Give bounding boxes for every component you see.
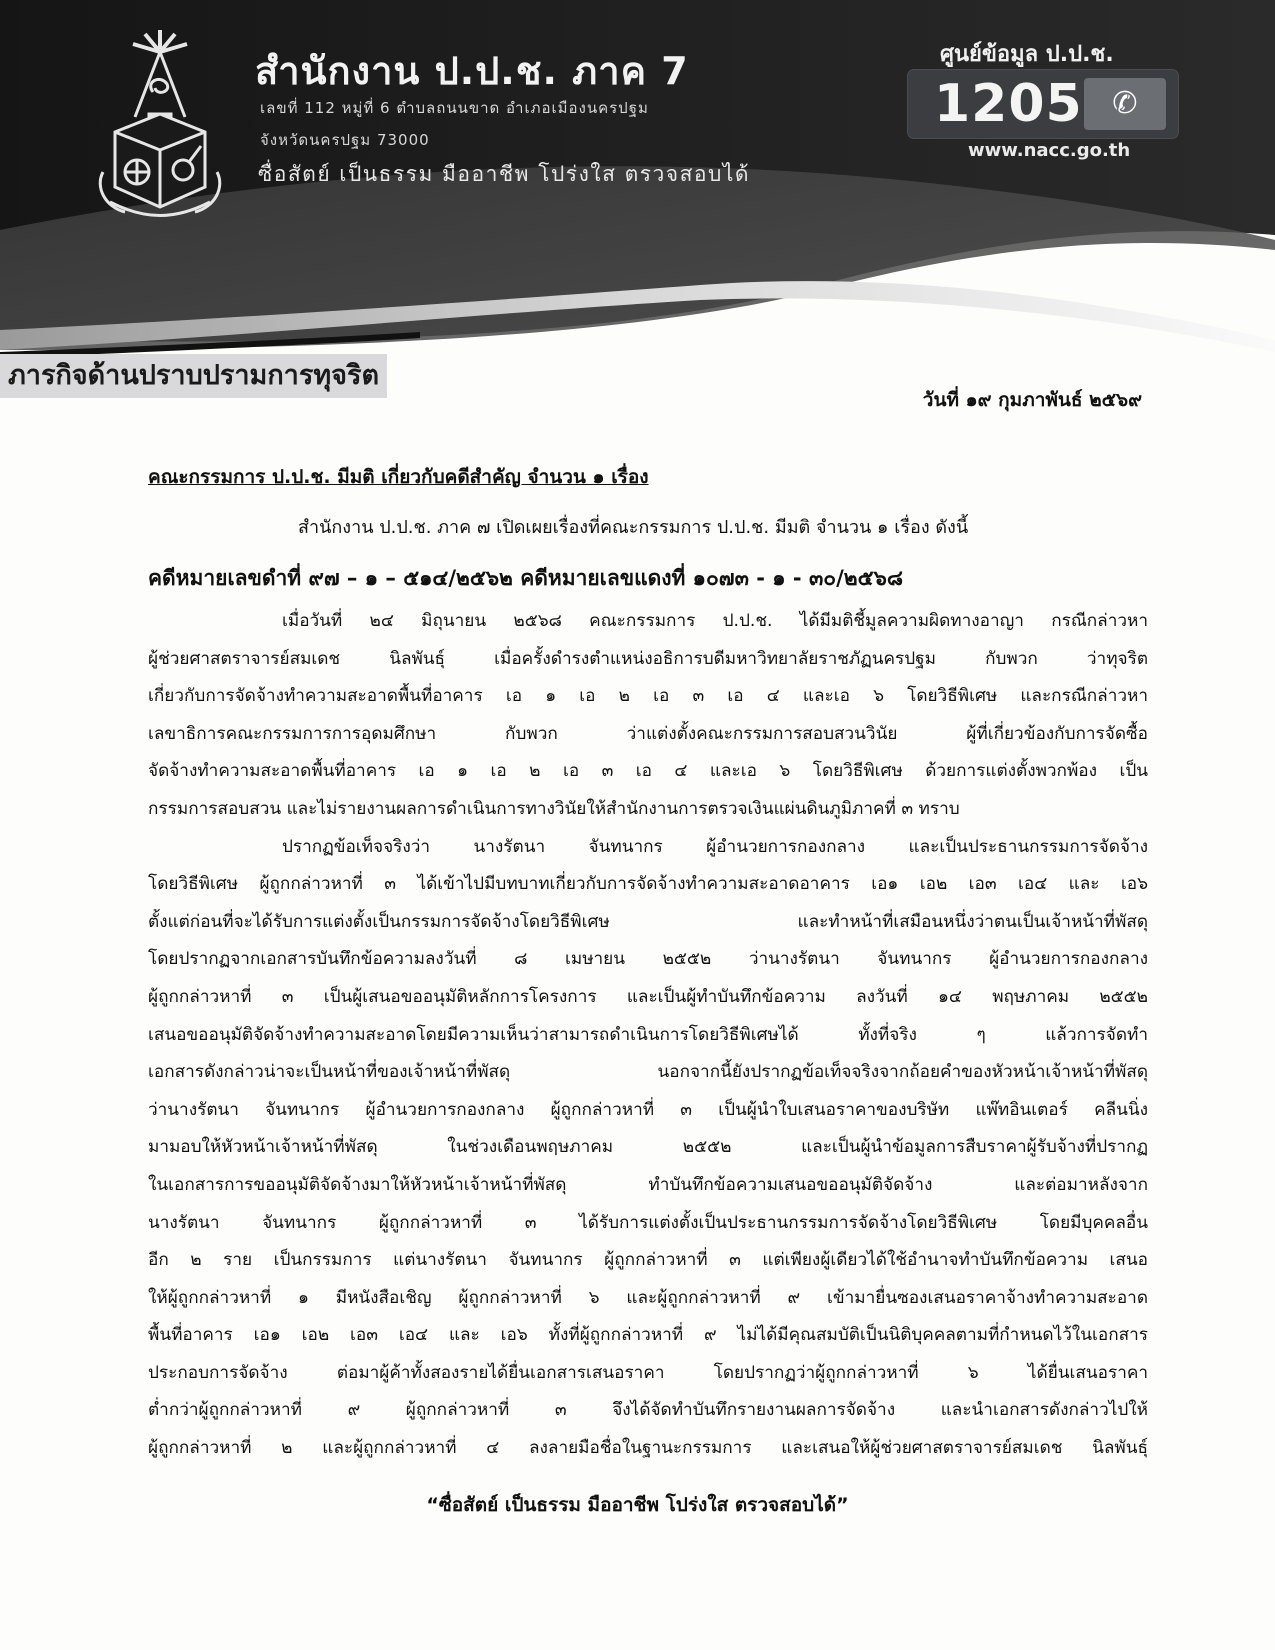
intro-paragraph: สำนักงาน ป.ป.ช. ภาค ๗ เปิดเผยเรื่องที่คณะกรรมการ ป.ป.ช. มีมติ จำนวน ๑ เรื่อง ดังนี้ xyxy=(298,517,969,538)
body-line: ผู้ช่วยศาสตราจารย์สมเดช นิลพันธุ์ เมื่อครั้งดำรงตำแหน่งอธิการบดีมหาวิทยาลัยราชภัฏนครปฐม กับพวก ว่าทุจริต xyxy=(148,648,1148,669)
hotline-number: 1205 xyxy=(934,74,1083,134)
body-line: เกี่ยวกับการจัดจ้างทำความสะอาดพื้นที่อาคาร เอ ๑ เอ ๒ เอ ๓ เอ ๔ และเอ ๖ โดยวิธีพิเศษ และกรณีกล่าวหา xyxy=(148,686,1148,707)
phone-icon: ✆ xyxy=(1084,78,1166,130)
body-line: ผู้ถูกกล่าวหาที่ ๒ และผู้ถูกกล่าวหาที่ ๔ ลงลายมือชื่อในฐานะกรรมการ และเสนอให้ผู้ช่วยศาสตราจารย์สมเดช นิลพันธุ์ xyxy=(148,1438,1148,1459)
nacc-emblem-logo xyxy=(85,22,235,222)
body-line: เสนอขออนุมัติจัดจ้างทำความสะอาดโดยมีความเห็นว่าสามารถดำเนินการโดยวิธีพิเศษได้ ทั้งที่จริง ๆ แล้วการจัดทำ xyxy=(148,1024,1148,1045)
mission-banner: ภารกิจด้านปราบปรามการทุจริต xyxy=(0,354,387,398)
body-line: ว่านางรัตนา จันทนากร ผู้อำนวยการกองกลาง ผู้ถูกกล่าวหาที่ ๓ เป็นผู้นำใบเสนอราคาของบริษัท แพ๊ทอินเตอร์ คลีนนิ่ง xyxy=(148,1099,1148,1120)
body-line: ปรากฏข้อเท็จจริงว่า นางรัตนา จันทนากร ผู้อำนวยการกองกลาง และเป็นประธานกรรมการจัดจ้าง xyxy=(282,836,1148,857)
footer-motto: “ซื่อสัตย์ เป็นธรรม มืออาชีพ โปร่งใส ตรวจสอบได้” xyxy=(426,1494,849,1516)
body-line: กรรมการสอบสวน และไม่รายงานผลการดำเนินการทางวินัยให้สำนักงานการตรวจเงินแผ่นดินภูมิภาคที่ ๓ ทราบ xyxy=(148,798,960,819)
body-line: เมื่อวันที่ ๒๔ มิถุนายน ๒๕๖๘ คณะกรรมการ ป.ป.ช. ได้มีมติชี้มูลความผิดทางอาญา กรณีกล่าวหา xyxy=(282,611,1148,631)
document-date: วันที่ ๑๙ กุมภาพันธ์ ๒๕๖๙ xyxy=(922,389,1142,411)
body-line: ประกอบการจัดจ้าง ต่อมาผู้ค้าทั้งสองรายได้ยื่นเอกสารเสนอราคา โดยปรากฏว่าผู้ถูกกล่าวหาที่ ๖ ได้ยื่นเสนอราคา xyxy=(148,1362,1148,1383)
body-line: ต่ำกว่าผู้ถูกกล่าวหาที่ ๙ ผู้ถูกกล่าวหาที่ ๓ จึงได้จัดทำบันทึกรายงานผลการจัดจ้าง และนำเอกสารดังกล่าวไปให้ xyxy=(148,1400,1148,1421)
body-line: มามอบให้หัวหน้าเจ้าหน้าที่พัสดุ ในช่วงเดือนพฤษภาคม ๒๕๕๒ และเป็นผู้นำข้อมูลการสืบราคาผู้รับจ้างที่ปรากฏ xyxy=(148,1137,1148,1158)
case-number-heading: คดีหมายเลขดำที่ ๙๗ – ๑ – ๕๑๔/๒๕๖๒ คดีหมายเลขแดงที่ ๑๐๗๓ - ๑ - ๓๐/๒๕๖๘ xyxy=(148,566,904,590)
body-line: พื้นที่อาคาร เอ๑ เอ๒ เอ๓ เอ๔ และ เอ๖ ทั้งที่ผู้ถูกกล่าวหาที่ ๙ ไม่ได้มีคุณสมบัติเป็นนิติบุคคลตามที่กำหนดไว้ในเอกสาร xyxy=(148,1325,1148,1346)
body-line: นางรัตนา จันทนากร ผู้ถูกกล่าวหาที่ ๓ ได้รับการแต่งตั้งเป็นประธานกรรมการจัดจ้างโดยวิธีพิเศษ โดยมีบุคคลอื่น xyxy=(148,1212,1148,1233)
body-line: โดยปรากฏจากเอกสารบันทึกข้อความลงวันที่ ๘ เมษายน ๒๕๕๒ ว่านางรัตนา จันทนากร ผู้อำนวยการกองกลาง xyxy=(148,949,1148,970)
hotline-box xyxy=(908,70,1178,138)
body-line: เอกสารดังกล่าวน่าจะเป็นหน้าที่ของเจ้าหน้าที่พัสดุ นอกจากนี้ยังปรากฏข้อเท็จจริงจากถ้อยคำของหัวหน้าเจ้าหน้าที่พัสดุ xyxy=(148,1062,1148,1083)
org-address-line-1: เลขที่ 112 หมู่ที่ 6 ตำบลถนนขาด อำเภอเมืองนครปฐม xyxy=(260,99,649,117)
body-line: เลขาธิการคณะกรรมการการอุดมศึกษา กับพวก ว่าแต่งตั้งคณะกรรมการสอบสวนวินัย ผู้ที่เกี่ยวข้องกับการจัดซื้อ xyxy=(148,723,1148,744)
body-line: จัดจ้างทำความสะอาดพื้นที่อาคาร เอ ๑ เอ ๒ เอ ๓ เอ ๔ และเอ ๖ โดยวิธีพิเศษ ด้วยการแต่งตั้งพวกพ้อง เป็น xyxy=(148,761,1148,782)
org-title: สำนักงาน ป.ป.ช. ภาค 7 xyxy=(255,49,689,93)
body-line: อีก ๒ ราย เป็นกรรมการ แต่นางรัตนา จันทนากร ผู้ถูกกล่าวหาที่ ๓ แต่เพียงผู้เดียวได้ใช้อำนาจทำบันทึกข้อความ เสนอ xyxy=(148,1250,1148,1271)
hotline-label: ศูนย์ข้อมูล ป.ป.ช. xyxy=(940,42,1114,67)
website-link[interactable]: www.nacc.go.th xyxy=(968,140,1131,161)
body-text xyxy=(148,603,1148,1468)
org-address-line-2: จังหวัดนครปฐม 73000 xyxy=(260,131,430,149)
body-line: โดยวิธีพิเศษ ผู้ถูกกล่าวหาที่ ๓ ได้เข้าไปมีบทบาทเกี่ยวกับการจัดจ้างทำความสะอาดอาคาร เอ๑ เอ๒ เอ๓ เอ๔ และ เอ๖ xyxy=(148,874,1148,895)
body-line: ผู้ถูกกล่าวหาที่ ๓ เป็นผู้เสนอขออนุมัติหลักการโครงการ และเป็นผู้ทำบันทึกข้อความ ลงวันที่ ๑๔ พฤษภาคม ๒๕๕๒ xyxy=(148,986,1148,1007)
org-motto: ซื่อสัตย์ เป็นธรรม มืออาชีพ โปร่งใส ตรวจสอบได้ xyxy=(258,162,751,186)
body-line: ให้ผู้ถูกกล่าวหาที่ ๑ มีหนังสือเชิญ ผู้ถูกกล่าวหาที่ ๖ และผู้ถูกกล่าวหาที่ ๙ เข้ามายื่นซองเสนอราคาจ้างทำความสะอาด xyxy=(148,1287,1148,1308)
document-subject: คณะกรรมการ ป.ป.ช. มีมติ เกี่ยวกับคดีสำคัญ จำนวน ๑ เรื่อง xyxy=(148,466,649,488)
body-line: ในเอกสารการขออนุมัติจัดจ้างมาให้หัวหน้าเจ้าหน้าที่พัสดุ ทำบันทึกข้อความเสนอขออนุมัติจัดจ้าง และต่อมาหลังจาก xyxy=(148,1174,1148,1195)
body-line: ตั้งแต่ก่อนที่จะได้รับการแต่งตั้งเป็นกรรมการจัดจ้างโดยวิธีพิเศษ และทำหน้าที่เสมือนหนึ่งว่าตนเป็นเจ้าหน้าที่พัสดุ xyxy=(148,911,1148,932)
